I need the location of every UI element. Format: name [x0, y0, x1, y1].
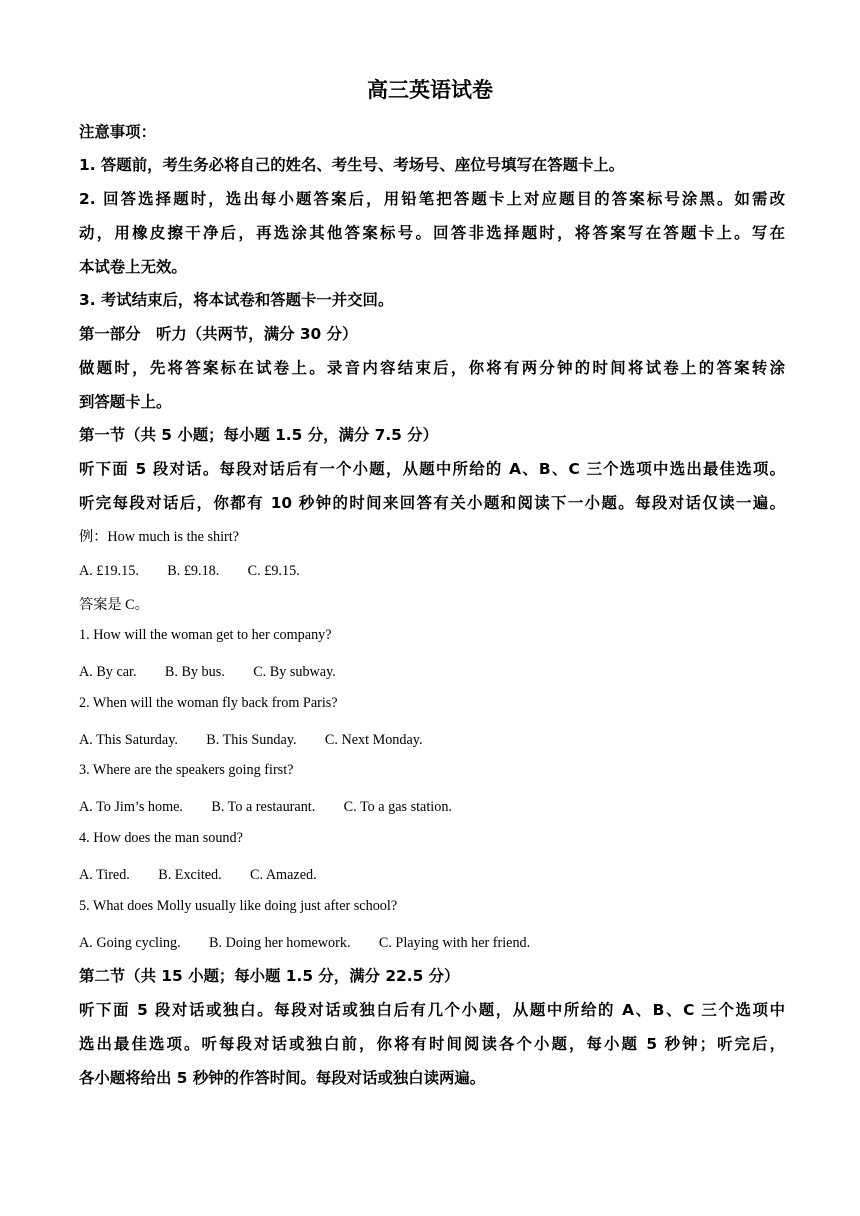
section1-heading: 第一节（共 5 小题；每小题 1.5 分，满分 7.5 分） — [79, 426, 439, 444]
section1-instr-line-2: 听完每段对话后，你都有 10 秒钟的时间来回答有关小题和阅读下一小题。每段对话仅读一遍。 — [79, 494, 785, 512]
question-2-options: A. This Saturday. B. This Sunday. C. Next Monday. — [79, 732, 423, 748]
question-5: 5. What does Molly usually like doing just after school? — [79, 898, 398, 914]
notice-item-3: 3. 考试结束后，将本试卷和答题卡一并交回。 — [79, 291, 394, 309]
section2-heading: 第二节（共 15 小题；每小题 1.5 分，满分 22.5 分） — [79, 967, 460, 985]
part1-intro-line-1: 做题时，先将答案标在试卷上。录音内容结束后，你将有两分钟的时间将试卷上的答案转涂 — [79, 359, 785, 377]
question-4-options: A. Tired. B. Excited. C. Amazed. — [79, 867, 317, 883]
page-title: 高三英语试卷 — [367, 77, 493, 102]
question-4: 4. How does the man sound? — [79, 830, 243, 846]
question-2: 2. When will the woman fly back from Paris? — [79, 695, 338, 711]
part1-intro-line-2: 到答题卡上。 — [79, 393, 172, 411]
question-3-options: A. To Jim’s home. B. To a restaurant. C. To a gas station. — [79, 799, 452, 815]
section2-instr-line-1: 听下面 5 段对话或独白。每段对话或独白后有几个小题，从题中所给的 A、B、C 三个选项中 — [79, 1001, 785, 1019]
question-5-options: A. Going cycling. B. Doing her homework. C. Playing with her friend. — [79, 935, 531, 951]
part1-heading: 第一部分 听力（共两节，满分 30 分） — [79, 325, 358, 343]
section1-instr-line-1: 听下面 5 段对话。每段对话后有一个小题，从题中所给的 A、B、C 三个选项中选出最佳选项。 — [79, 460, 785, 478]
notice-item-2-line-2: 动，用橡皮擦干净后，再选涂其他答案标号。回答非选择题时，将答案写在答题卡上。写在 — [79, 224, 785, 242]
example-question: 例：How much is the shirt? — [79, 529, 239, 545]
example-options: A. £19.15. B. £9.18. C. £9.15. — [79, 563, 300, 579]
question-1: 1. How will the woman get to her company? — [79, 627, 332, 643]
notice-item-2-line-1: 2. 回答选择题时，选出每小题答案后，用铅笔把答题卡上对应题目的答案标号涂黑。如需改 — [79, 190, 785, 208]
notice-item-2-line-3: 本试卷上无效。 — [79, 258, 187, 276]
notice-item-1: 1. 答题前，考生务必将自己的姓名、考生号、考场号、座位号填写在答题卡上。 — [79, 156, 625, 174]
section2-instr-line-3: 各小题将给出 5 秒钟的作答时间。每段对话或独白读两遍。 — [79, 1069, 486, 1087]
notice-heading: 注意事项： — [79, 123, 156, 141]
example-answer: 答案是 C。 — [79, 597, 149, 613]
section2-instr-line-2: 选出最佳选项。听每段对话或独白前，你将有时间阅读各个小题，每小题 5 秒钟；听完后， — [79, 1035, 785, 1053]
question-3: 3. Where are the speakers going first? — [79, 762, 294, 778]
question-1-options: A. By car. B. By bus. C. By subway. — [79, 664, 336, 680]
